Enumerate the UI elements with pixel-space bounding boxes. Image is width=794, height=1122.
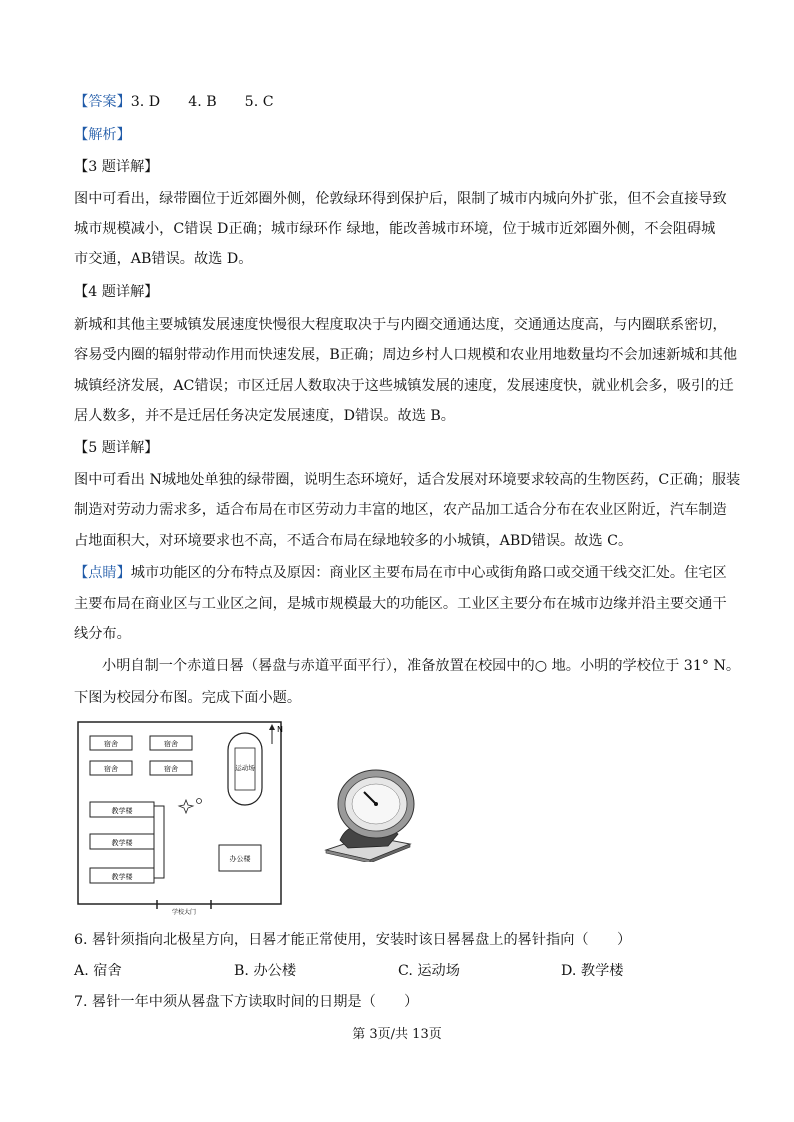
answer-tag: 【答案】: [74, 94, 131, 110]
svg-text:教学楼: 教学楼: [111, 873, 133, 881]
tip-text: 城市功能区的分布特点及原因：商业区主要布局在市中心或街角路口或交通干线交汇处。住宅区: [130, 565, 727, 581]
answer-line: [74, 92, 274, 112]
q3-line: 城市规模减小，C错误 D正确；城市绿环作 绿地，能改善城市环境，位于城市近郊圈外侧，不会阻碍城: [74, 221, 716, 237]
teaching-building: [90, 868, 154, 883]
q5-line: 占地面积大，对环境要求也不高，不适合布局在绿地较多的小城镇，ABD错误。故选 C。: [74, 533, 633, 549]
q4-line: 容易受内圈的辐射带动作用而快速发展，B正确；周边乡村人口规模和农业用地数量均不会加速新城和其他: [74, 347, 738, 363]
intro-line: 下图为校园分布图。完成下面小题。: [74, 690, 302, 706]
dorm-building: [150, 761, 192, 775]
q3-heading: 【3 题详解】: [74, 159, 159, 175]
svg-text:教学楼: 教学楼: [111, 807, 133, 815]
playground: [228, 733, 262, 805]
q4-line: 新城和其他主要城镇发展速度快慢很大程度取决于与内圈交通通达度，交通通达度高，与内圈联系密切，: [74, 317, 727, 333]
q5-heading: 【5 题详解】: [74, 440, 159, 456]
q6-option[interactable]: B. 办公楼: [234, 963, 297, 979]
dorm-building: [90, 736, 132, 750]
sundial-site-marker: [197, 799, 202, 804]
svg-text:运动场: 运动场: [235, 764, 255, 772]
tip-line: 主要布局在商业区与工业区之间，是城市规模最大的功能区。工业区主要分布在城市边缘并沿主要交通干: [74, 596, 727, 612]
tip-line: 线分布。: [74, 626, 131, 642]
q4-line: 城镇经济发展，AC错误；市区迁居人数取决于这些城镇发展的速度，发展速度快，就业机会多，吸引的迁: [74, 378, 734, 394]
svg-text:宿舍: 宿舍: [164, 740, 178, 748]
answer-item: 5. C: [244, 94, 274, 110]
north-label: N: [277, 725, 283, 734]
svg-text:办公楼: 办公楼: [229, 855, 251, 863]
office-building: [219, 845, 261, 871]
star-icon: [179, 800, 193, 813]
svg-text:宿舍: 宿舍: [164, 765, 178, 773]
q3-line: 图中可看出，绿带圈位于近郊圈外侧，伦敦绿环得到保护后，限制了城市内城向外扩张，但不会直接导致: [74, 191, 727, 207]
dorm-building: [90, 761, 132, 775]
q7-stem: 7. 晷针一年中须从晷盘下方读取时间的日期是（ ）: [74, 994, 419, 1010]
svg-text:学校大门: 学校大门: [171, 909, 197, 916]
tip-line: [74, 563, 727, 583]
answer-item: 3. D: [130, 94, 161, 110]
teaching-building: [90, 834, 154, 849]
equatorial-sundial-illustration: [318, 762, 418, 862]
dorm-building: [150, 736, 192, 750]
q6-option[interactable]: D. 教学楼: [561, 963, 624, 979]
page-footer: 第 3页/共 13页: [352, 1027, 442, 1042]
corridor: [154, 806, 164, 878]
q5-line: 制造对劳动力需求多，适合布局在市区劳动力丰富的地区，农产品加工适合分布在农业区附近，汽车制造: [74, 502, 727, 518]
svg-text:宿舍: 宿舍: [104, 740, 118, 748]
teaching-building: [90, 802, 154, 817]
svg-text:教学楼: 教学楼: [111, 839, 133, 847]
intro-line: 小明自制一个赤道日晷（晷盘与赤道平面平行），准备放置在校园中的○ 地。小明的学校位于 31° N。: [102, 658, 741, 674]
campus-map: [74, 718, 304, 916]
q3-line: 市交通，AB错误。故选 D。: [74, 251, 253, 267]
q6-stem: 6. 晷针须指向北极星方向，日晷才能正常使用，安装时该日晷晷盘上的晷针指向（ ）: [74, 932, 632, 948]
answer-item: 4. B: [188, 94, 217, 110]
north-arrow-icon: [269, 724, 275, 744]
tip-tag: 【点睛】: [74, 565, 131, 581]
svg-text:宿舍: 宿舍: [104, 765, 118, 773]
q4-heading: 【4 题详解】: [74, 284, 159, 300]
q4-line: 居人数多，并不是迁居任务决定发展速度，D错误。故选 B。: [74, 408, 456, 424]
q6-option[interactable]: C. 运动场: [398, 963, 460, 979]
analysis-tag: 【解析】: [74, 127, 131, 143]
school-gate: [157, 900, 211, 916]
q6-option[interactable]: A. 宿舍: [74, 963, 122, 979]
q5-line: 图中可看出 N城地处单独的绿带圈，说明生态环境好，适合发展对环境要求较高的生物医药，C正确；服装: [74, 472, 741, 488]
